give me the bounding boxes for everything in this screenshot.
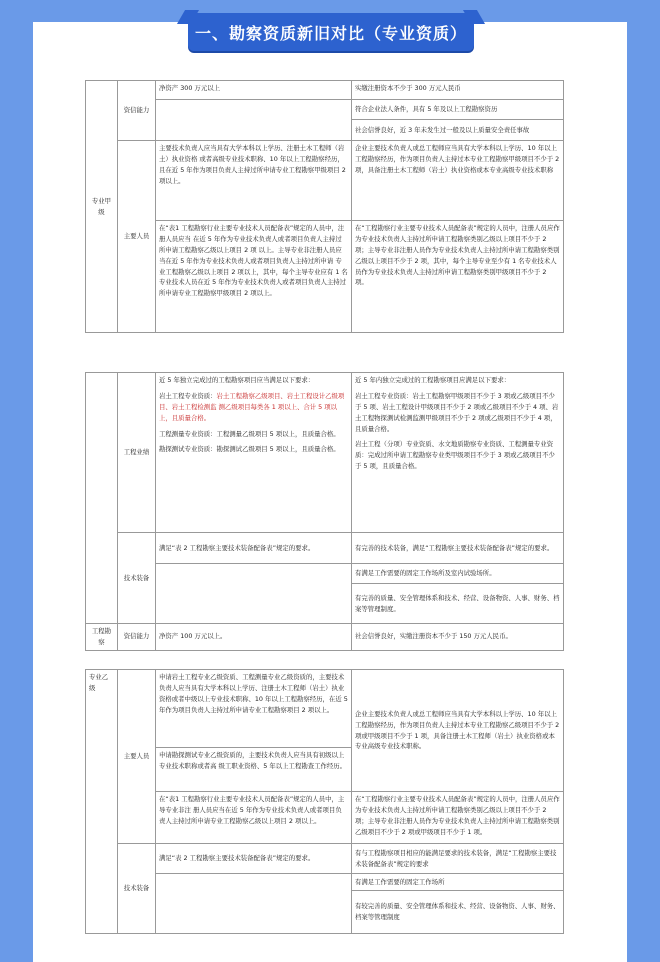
comparison-table-performance: [85, 372, 564, 651]
new-equipment-b-1: 有与工程勘察项目相应的能满足要求的技术装备，满足“工程勘察主要技术装备配备表”规定的要求: [352, 844, 564, 874]
row-label-equipment-b: 技术装备: [118, 844, 156, 934]
old-equipment: 满足“表 2 工程勘察主要技术装备配备表”规定的要求。: [156, 533, 352, 564]
category-cell-grade-b: 专业乙级: [86, 670, 118, 934]
new-capital-2: 符合企业法人条件，具有 5 年及以上工程勘察资历: [352, 100, 564, 120]
old-performance-survey: 工程测量专业资质：工程测量乙级项目 5 项以上，且质量合格。: [159, 429, 340, 438]
old-equipment-b: 满足“表 2 工程勘察主要技术装备配备表”规定的要求。: [156, 844, 352, 874]
category-cell-empty: [86, 373, 118, 624]
old-personnel-b-1: 申请岩土工程专业乙级资质、工程测量专业乙级资质的，主要技术负责人应当具有大学本科以上学历、注册土木工程师（岩土）执业资格或者中级以上专业技术职称、10 年以上工程勘察经历，在近 5 年作为项目负责人主持过所申请专业工程勘察项目 2 项以上。: [156, 670, 352, 748]
new-performance-geo: 岩土工程专业资质：岩土工程勘察甲级项目不少于 3 项或乙级项目不少于 5 项、岩土工程设计甲级项目不少于 2 项或乙级项目不少于 4 项、岩土工程物探测试检测监测甲级项目不少于 2 项或乙级项目不少于 4 项，且质量合格。: [355, 391, 559, 433]
new-equipment-2: 有满足工作需要的固定工作场所及室内试验场所。: [352, 564, 564, 584]
new-labor-capital: 社会信誉良好，实缴注册资本不少于 150 万元人民币。: [352, 624, 564, 651]
row-label-personnel: 主要人员: [118, 141, 156, 333]
old-personnel-2: 在“表1 工程勘察行业主要专业技术人员配备表”规定的人员中，注册人员应当 在近 5 年作为专业技术负责人或者项目负责人主持过所申请工程勘察乙级以上项目 2 项 以上。主导专业非注册人员应当在近 5 年作为专业技术负责人或者项目负责人主持过所申请 专业工程勘察乙级以上项目 2 项以上，其中，每个主导专业应有 1 名专业技术人员在近 5 年作为专业技术负责人或者项目负责人主持过所申请专业工程勘察甲级项目 2 项以上。: [156, 221, 352, 333]
new-personnel-2: 在“工程勘察行业主要专业技术人员配备表”规定的人员中，注册人员应作为专业技术负责人主持过所申请工程勘察类别乙级以上项目不少于 2 项；主导专业非注册人员作为专业技术负责人主持过所申请工程勘察类别乙级以上项目不少于 2 项，其中，每个主导专业至少有 1 名专业技术人员作为专业技术负责人主持过所申请工程勘察类别甲级项目不少于 2 项。: [352, 221, 564, 333]
new-personnel-1: 企业主要技术负责人或总工程师应当具有大学本科以上学历、10 年以上工程勘察经历，作为项目负责人主持过本专业工程勘察甲级项目不少于 2 项，具备注册土木工程师（岩土）执业资格或本专业高级专业技术职称: [352, 141, 564, 221]
old-personnel-b-2: 在“表1 工程勘察行业主要专业技术人员配备表”规定的人员中，主导专业非注 册人员应当在近 5 年作为专业技术负责人或者项目负责人主持过所申请专业工程勘察乙级以上项目 2 项以上。: [156, 792, 352, 844]
old-performance: [156, 373, 352, 533]
section-title: 一、勘察资质新旧对比（专业资质）: [194, 23, 467, 43]
old-equipment-b-empty: [156, 874, 352, 934]
new-equipment-3: 有完善的质量、安全管理体系和技术、经营、设备物资、人事、财务、档案等管理制度。: [352, 584, 564, 624]
old-performance-geo-prefix: 岩土工程专业资质：: [159, 391, 217, 400]
old-performance-geo-highlight: 岩土工程勘察乙级项目、岩土工程设计乙级项目、岩土工程检测监 测乙级项目每类各 1 项以上、合计 5 项以上，且质量合格。: [159, 391, 345, 422]
old-labor-capital: 净资产 100 万元以上。: [156, 624, 352, 651]
old-performance-intro: 近 5 年独立完成过的工程勘察项目应当满足以下要求：: [159, 376, 315, 384]
new-personnel-b-1: 企业主要技术负责人或总工程师应当具有大学本科以上学历、10 年以上工程勘察经历，作为项目负责人主持过本专业工程勘察乙级项目不少于 2 项或甲级项目不少于 1 项，具备注册土木工程师（岩土）执业资格或本专业高级专业技术职称。: [352, 670, 564, 792]
category-cell: 专业甲级: [86, 81, 118, 333]
new-performance-intro: 近 5 年内独立完成过的工程勘察项目应满足以下要求：: [355, 376, 511, 384]
old-equipment-empty: [156, 564, 352, 624]
row-label-personnel-b: 主要人员: [118, 670, 156, 844]
new-performance-geo-split: 岩土工程（分项）专业资质、水文地质勘察专业资质、工程测量专业资质：完成过所申请工程勘察专业类甲级项目不少于 3 项或乙级项目不少于 5 项，且质量合格。: [355, 440, 555, 471]
old-performance-probe: 勘探测试专业资质：勘探测试乙级项目 5 项以上，且质量合格。: [159, 445, 340, 454]
row-label-equipment: 技术装备: [118, 533, 156, 624]
old-capital-empty: [156, 100, 352, 141]
comparison-table-grade-a: [85, 80, 564, 333]
section-title-banner: [188, 13, 474, 51]
new-personnel-b-2: 在“工程勘察行业主要专业技术人员配备表”规定的人员中，注册人员应作为专业技术负责人主持过所申请工程勘察类别乙级以上项目不少于 2 项；主导专业非注册人员作为专业技术负责人主持过所申请工程勘察类别乙级项目不少于 2 项或甲级项目不少于 1 项。: [352, 792, 564, 844]
old-performance-geo: [159, 391, 348, 424]
new-capital-3: 社会信誉良好，近 3 年未发生过一般及以上质量安全责任事故: [352, 120, 564, 141]
old-personnel-1: 主要技术负责人应当具有大学本科以上学历、注册土木工程师（岩土）执业资格 或者高级专业技术职称、10 年以上工程勘察经历，且在近 5 年作为项目负责人主持过所申请专业工程勘察甲级项目 2 项以上。: [156, 141, 352, 221]
row-label-performance: 工程业绩: [118, 373, 156, 533]
new-performance: [352, 373, 564, 533]
new-equipment-1: 有完善的技术装备，满足“工程勘察主要技术装备配备表”规定的要求。: [352, 533, 564, 564]
row-label-labor-capital: 资信能力: [118, 624, 156, 651]
old-personnel-b-1b: 申请勘探测试专业乙级资质的，主要技术负责人应当具有初级以上专业技术职称或者高 级工职业资格、5 年以上工程勘查工作经历。: [156, 748, 352, 792]
comparison-table-grade-b: [85, 669, 564, 934]
new-equipment-b-3: 有较完善的质量、安全管理体系和技术、经营、设备物资、人事、财务、档案等管理制度: [352, 891, 564, 934]
labor-category: 工程勘察: [86, 624, 118, 651]
old-capital: 净资产 300 万元以上: [156, 81, 352, 100]
new-capital: 实缴注册资本不少于 300 万元人民币: [352, 81, 564, 100]
new-equipment-b-2: 有满足工作需要的固定工作场所: [352, 874, 564, 891]
row-label-capital: 资信能力: [118, 81, 156, 141]
